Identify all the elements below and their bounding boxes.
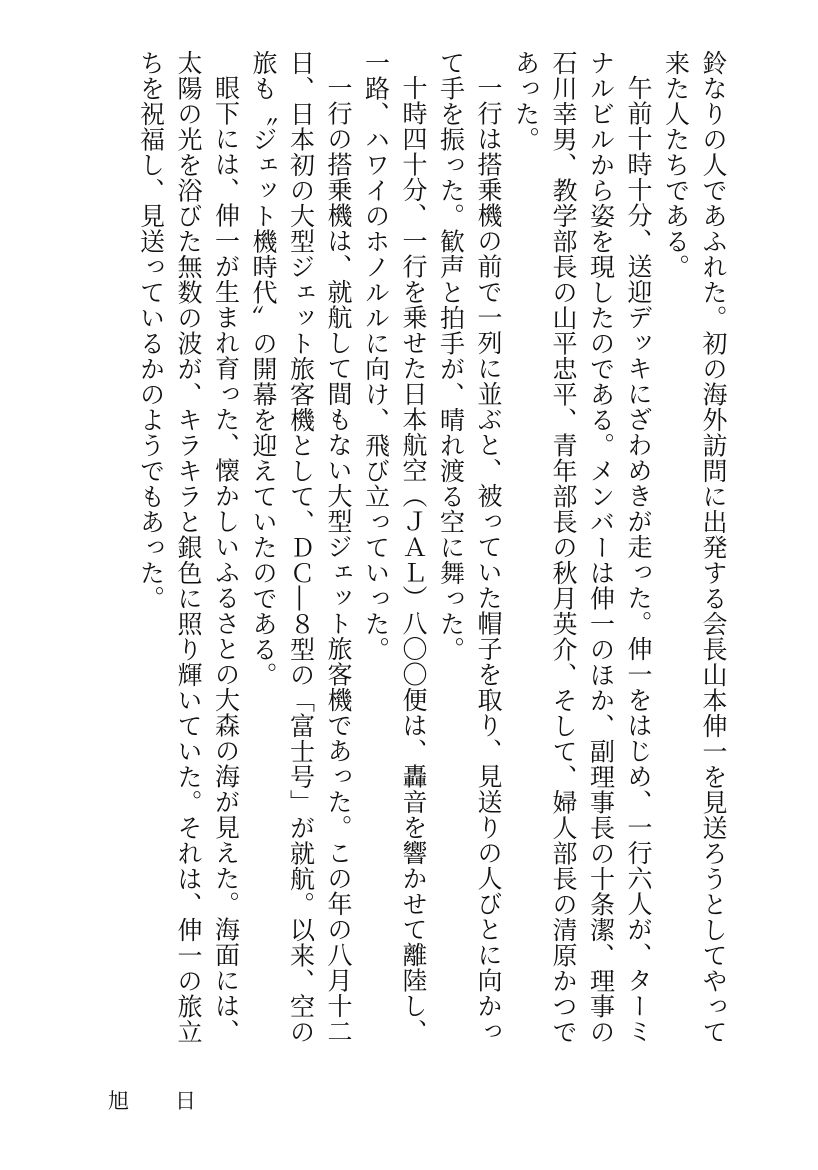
paragraph-2: 午前十時十分、送迎デッキにざわめきが走った。伸一をはじめ、一行六人が、ターミナルビルから姿を現したのである。メンバーは伸一のほか、副理事長の十条潔、理事の石川幸男、教学部長の山平忠平、青年部長の秋月英介、そして、婦人部長の清原かつであった。 (511, 50, 653, 1045)
chapter-footer (108, 1085, 196, 1115)
paragraph-3: 一行は搭乗機の前で一列に並ぶと、被っていた帽子を取り、見送りの人びとに向かって手を振った。歓声と拍手が、晴れ渡る空に舞った。 (436, 50, 503, 1044)
vertical-text-body (132, 50, 732, 1050)
paragraph-6: 眼下には、伸一が生まれ育った、懐かしいふるさとの大森の海が見えた。海面には、太陽の光を浴びた無数の波が、キラキラと銀色に照り輝いていた。それは、伸一の旅立ちを祝福し、見送っているかのようでもあった。 (136, 50, 241, 1045)
footer-char-1: 旭 (108, 1089, 129, 1113)
paragraph-1: 鈴なりの人であふれた。初の海外訪問に出発する会長山本伸一を見送ろうとしてやって来た人たちである。 (661, 50, 728, 1045)
paragraph-4: 十時四十分、一行を乗せた日本航空（ＪＡＬ）八〇〇便は、轟音を響かせて離陸し、一路、ハワイのホノルルに向け、飛び立っていった。 (361, 50, 428, 1044)
footer-char-2: 日 (175, 1089, 196, 1113)
paragraph-5: 一行の搭乗機は、就航して間もない大型ジェット旅客機であった。この年の八月十二日、日本初の大型ジェット旅客機として、ＤＣ―８型の「富士号」が就航。以来、空の旅も〝ジェット機時代〟の開幕を迎えていたのである。 (249, 50, 353, 1045)
